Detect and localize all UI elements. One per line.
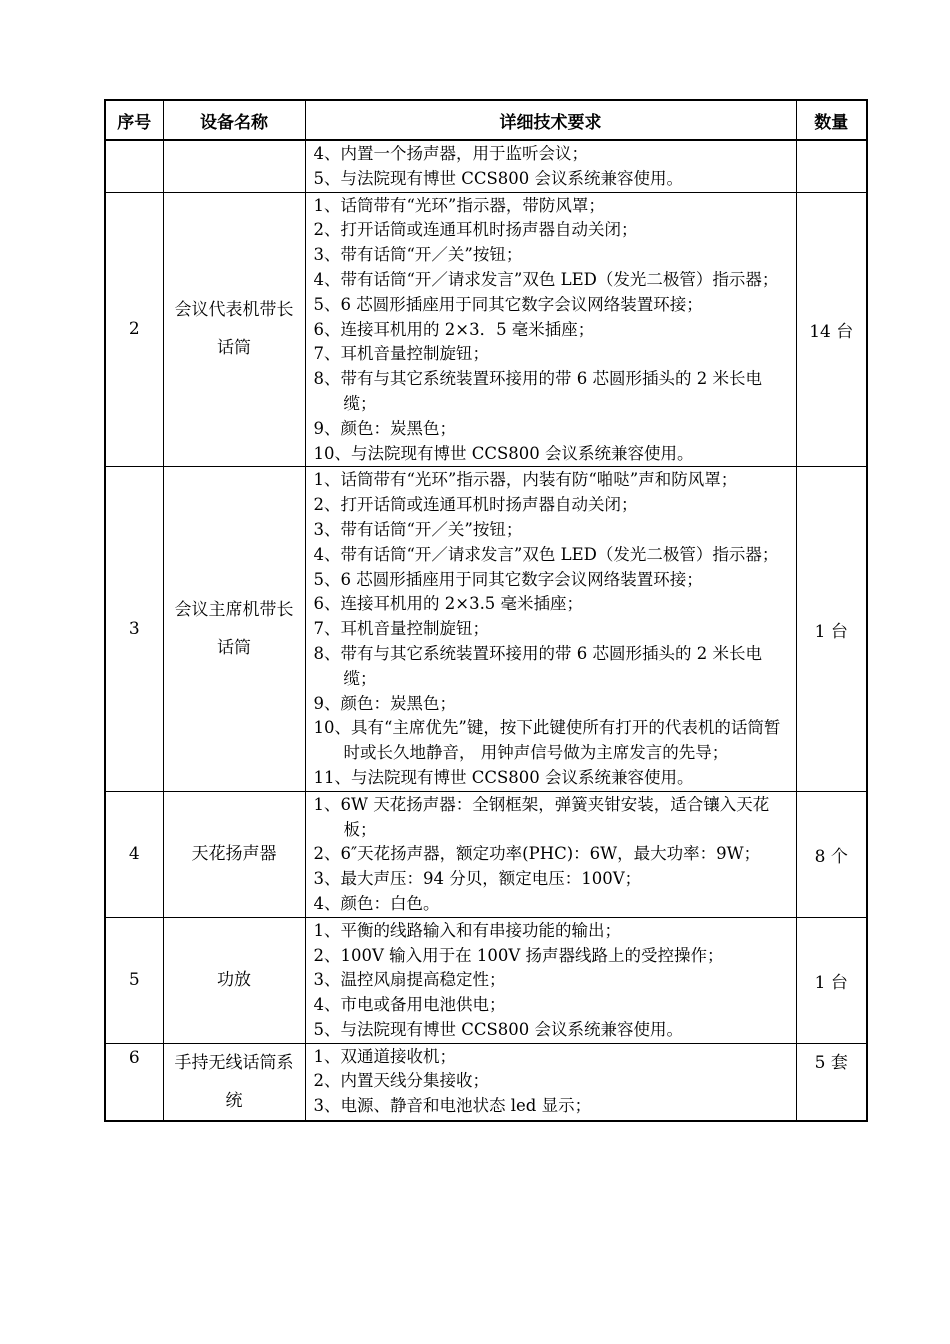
row-qty: 14 台 [796, 192, 867, 467]
requirement-line: 6、连接耳机用的 2×3．5 毫米插座； [313, 319, 595, 339]
requirement-line: 1、话筒带有“光环”指示器，带防风罩； [313, 195, 605, 215]
requirement-line: 1、双通道接收机； [313, 1046, 456, 1066]
row-qty: 5 套 [796, 1043, 867, 1121]
requirement-line: 4、内置一个扬声器，用于监听会议； [313, 144, 588, 163]
header-row [105, 100, 867, 140]
row-name [163, 140, 305, 192]
requirement-line: 1、话筒带有“光环”指示器，内装有防“啪哒”声和防风罩； [313, 470, 738, 490]
table-row [105, 140, 867, 192]
header-req: 详细技术要求 [305, 100, 796, 140]
requirement-line: 2、打开话筒或连通耳机时扬声器自动关闭； [313, 495, 638, 515]
row-qty: 1 台 [796, 467, 867, 791]
requirement-line: 10、与法院现有博世 CCS800 会议系统兼容使用。 [313, 443, 694, 463]
row-requirements [305, 917, 796, 1043]
requirement-line: 5、与法院现有博世 CCS800 会议系统兼容使用。 [313, 1019, 684, 1039]
row-requirements [305, 140, 796, 192]
table-row [105, 791, 867, 917]
requirement-line: 7、耳机音量控制旋钮； [313, 619, 489, 639]
header-qty: 数量 [796, 100, 867, 140]
requirement-line: 3、带有话筒“开／关”按钮； [313, 245, 523, 265]
table-row [105, 192, 867, 467]
requirement-line: 5、与法院现有博世 CCS800 会议系统兼容使用。 [313, 168, 684, 188]
requirement-line: 7、耳机音量控制旋钮； [313, 344, 489, 364]
row-qty: 1 台 [796, 917, 867, 1043]
requirement-line: 9、颜色：炭黑色； [313, 418, 456, 438]
requirement-line: 2、6″天花扬声器，额定功率(PHC)：6W，最大功率：9W； [313, 844, 761, 864]
requirement-line: 3、温控风扇提高稳定性； [313, 970, 506, 990]
equipment-spec-table [104, 99, 868, 1122]
row-no [105, 140, 163, 192]
row-requirements [305, 467, 796, 791]
row-requirements [305, 791, 796, 917]
requirement-line: 2、打开话筒或连通耳机时扬声器自动关闭； [313, 220, 638, 240]
requirement-line: 5、6 芯圆形插座用于同其它数字会议网络装置环接； [313, 569, 703, 589]
requirement-line: 9、颜色：炭黑色； [313, 693, 456, 713]
requirement-line: 3、电源、静音和电池状态 led 显示； [313, 1096, 592, 1116]
row-qty [796, 140, 867, 192]
row-requirements [305, 192, 796, 467]
requirement-line: 3、带有话筒“开／关”按钮； [313, 519, 523, 539]
row-no: 6 [105, 1043, 163, 1121]
requirement-line: 8、带有与其它系统装置环接用的带 6 芯圆形插头的 2 米长电缆； [313, 643, 762, 688]
row-no: 5 [105, 917, 163, 1043]
requirement-line: 5、6 芯圆形插座用于同其它数字会议网络装置环接； [313, 294, 703, 314]
requirement-line: 4、带有话筒“开／请求发言”双色 LED（发光二极管）指示器； [313, 269, 779, 289]
table-row [105, 1043, 867, 1121]
header-name: 设备名称 [163, 100, 305, 140]
requirement-line: 4、带有话筒“开／请求发言”双色 LED（发光二极管）指示器； [313, 544, 779, 564]
row-no: 4 [105, 791, 163, 917]
row-name: 功放 [163, 917, 305, 1043]
row-no: 3 [105, 467, 163, 791]
table-row [105, 917, 867, 1043]
requirement-line: 11、与法院现有博世 CCS800 会议系统兼容使用。 [313, 767, 694, 787]
requirement-line: 4、市电或备用电池供电； [313, 995, 506, 1015]
requirement-line: 2、内置天线分集接收； [313, 1071, 489, 1091]
requirement-line: 10、具有“主席优先”键，按下此键使所有打开的代表机的话筒暂时或长久地静音， 用钟声信号做为主席发言的先导； [313, 718, 781, 763]
row-no: 2 [105, 192, 163, 467]
table-row [105, 467, 867, 791]
requirement-line: 1、6W 天花扬声器：全钢框架，弹簧夹钳安装，适合镶入天花板； [313, 794, 770, 839]
row-requirements [305, 1043, 796, 1121]
requirement-line: 6、连接耳机用的 2×3.5 毫米插座； [313, 594, 584, 614]
requirement-line: 4、颜色：白色。 [313, 893, 440, 913]
requirement-line: 1、平衡的线路输入和有串接功能的输出； [313, 920, 621, 940]
row-name: 会议主席机带长话筒 [163, 467, 305, 791]
requirement-line: 3、最大声压：94 分贝，额定电压：100V； [313, 869, 642, 889]
requirement-line: 2、100V 输入用于在 100V 扬声器线路上的受控操作； [313, 945, 724, 965]
header-no: 序号 [105, 100, 163, 140]
requirement-line: 8、带有与其它系统装置环接用的带 6 芯圆形插头的 2 米长电缆； [313, 369, 762, 413]
row-name: 天花扬声器 [163, 791, 305, 917]
row-name: 手持无线话筒系统 [163, 1043, 305, 1121]
row-name: 会议代表机带长话筒 [163, 192, 305, 467]
row-qty: 8 个 [796, 791, 867, 917]
